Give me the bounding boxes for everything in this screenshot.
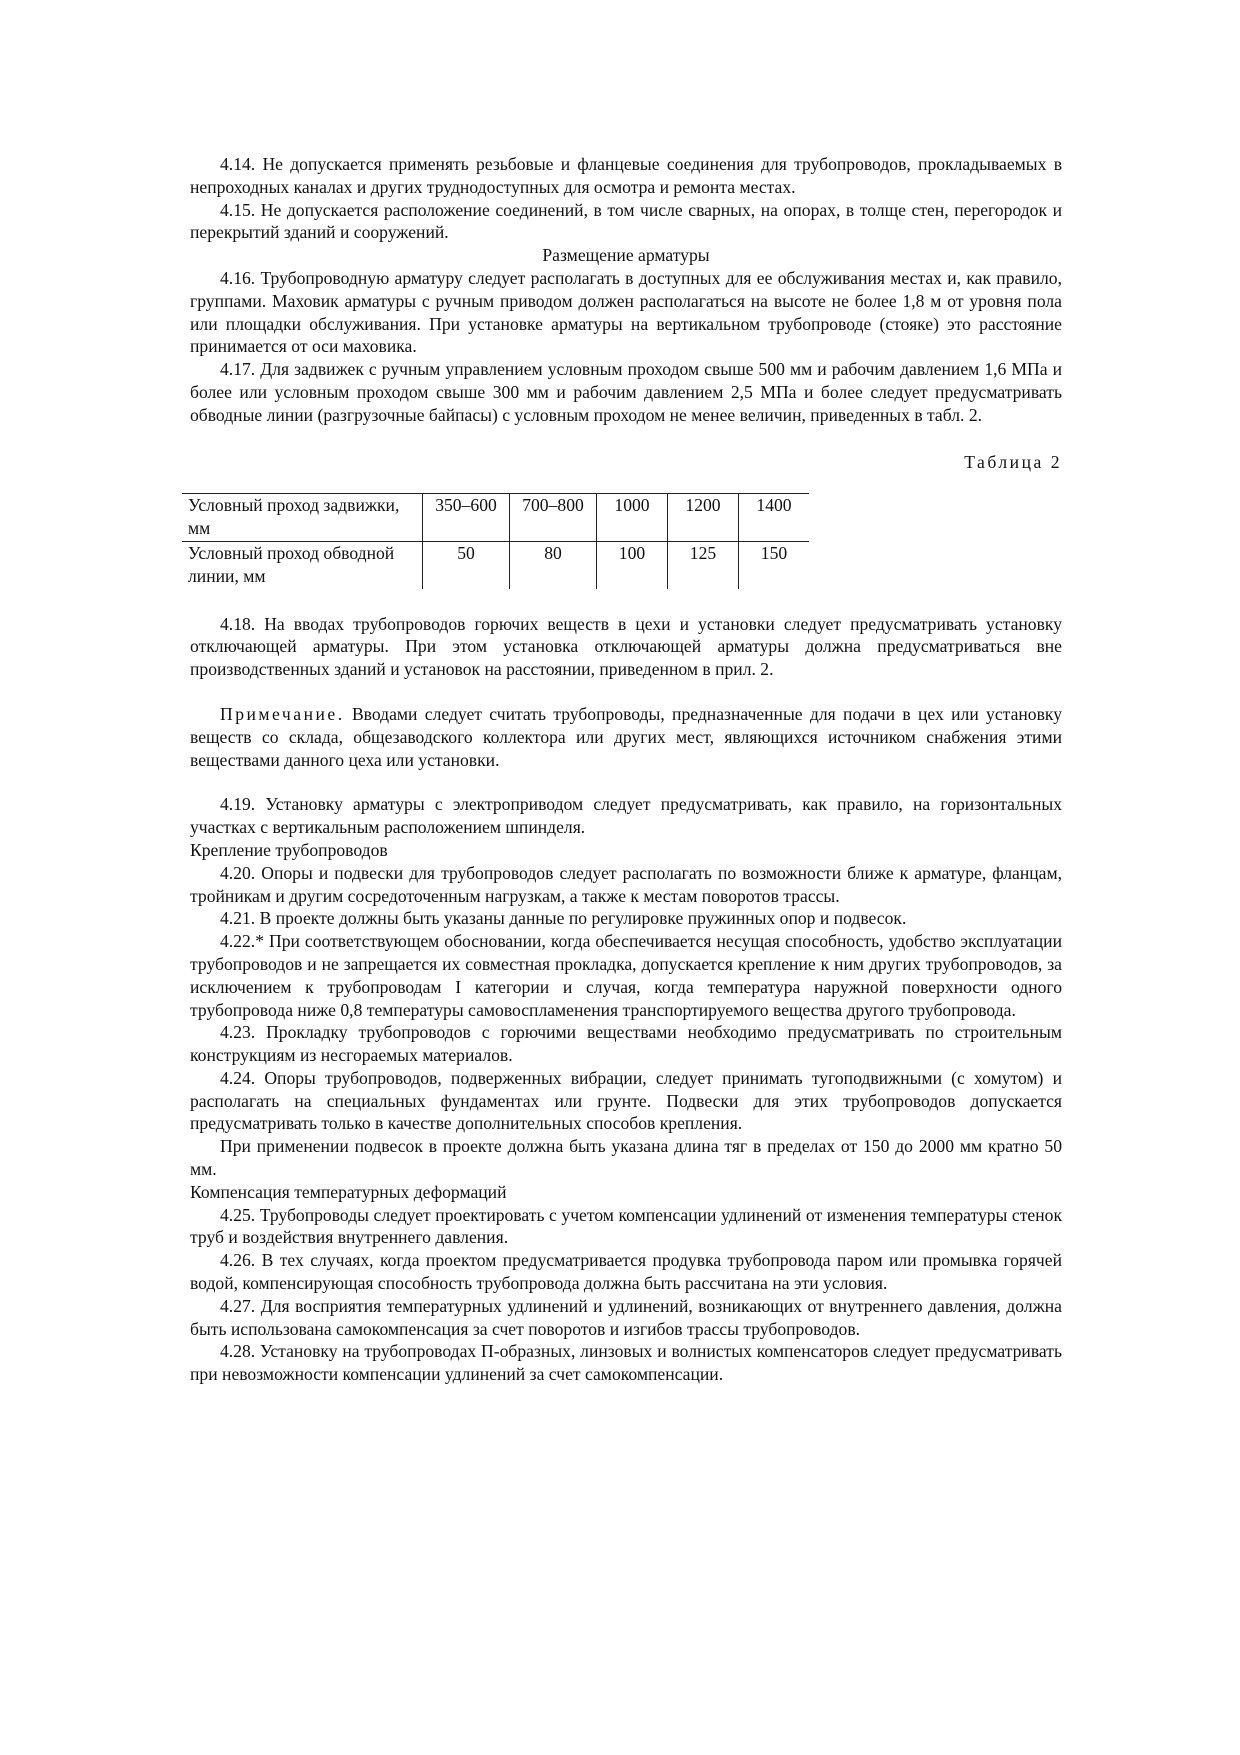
- note-paragraph: [190, 703, 1062, 771]
- paragraph-podveski: При применении подвесок в проекте должна быть указана длина тяг в пределах от 150 до 2000 мм кратно 50 мм.: [190, 1136, 1062, 1180]
- paragraph-4-18: 4.18. На вводах трубопроводов горючих веществ в цехи и установки следует предусматривать установку отключающей арматуры. При этом установка отключающей арматуры должна предусматриваться вне производственных зданий и установок на расстоянии, приведенном в прил. 2.: [190, 613, 1062, 680]
- table-cell: 1400: [739, 494, 810, 542]
- paragraph-4-15: 4.15. Не допускается расположение соединений, в том числе сварных, на опорах, в толще стен, перегородок и перекрытий зданий и сооружений.: [190, 199, 1062, 243]
- paragraph-4-16: 4.16. Трубопроводную арматуру следует располагать в доступных для ее обслуживания местах и, как правило, группами. Маховик арматуры с ручным приводом должен располагаться на высоте не более 1,8 м от уровня пола или площадки обслуживания. При установке арматуры на вертикальном трубопроводе (стояке) это расстояние принимается от оси маховика.: [190, 267, 1062, 357]
- paragraph-4-17: 4.17. Для задвижек с ручным управлением условным проходом свыше 500 мм и рабочим давлением 1,6 МПа и более или условным проходом свыше 300 мм и рабочим давлением 2,5 МПа и более следует предусматривать обводные линии (разгрузочные байпасы) с условным проходом не менее величин, приведенных в табл. 2.: [190, 359, 1062, 425]
- table-row: [182, 541, 809, 588]
- paragraph-4-22: 4.22.* При соответствующем обосновании, когда обеспечивается несущая способность, удобство эксплуатации трубопроводов и не запрещается их совместная прокладка, допускается крепление к ним других трубопроводов, за исключением к трубопроводам I категории и случая, когда температура наружной поверхности одного трубопровода ниже 0,8 температуры самовоспламенения транспортируемого вещества другого трубопровода.: [190, 931, 1062, 1020]
- paragraph-4-23: 4.23. Прокладку трубопроводов с горючими веществами необходимо предусматривать по строительным конструкциям из несгораемых материалов.: [190, 1022, 1062, 1066]
- paragraph-4-20: 4.20. Опоры и подвески для трубопроводов следует располагать по возможности ближе к арматуре, фланцам, тройникам и другим сосредоточенным нагрузкам, а также к местам поворотов трассы.: [190, 862, 1062, 906]
- note-text: Вводами следует считать трубопроводы, предназначенные для подачи в цех или установку веществ со склада, общезаводского коллектора или других мест, являющихся источником снабжения этими веществами данного цеха или установки.: [190, 703, 1062, 770]
- section-heading-kreplenie: Крепление трубопроводов: [190, 839, 388, 860]
- table-cell: 50: [423, 541, 510, 588]
- spacer: [190, 771, 1062, 793]
- table-cell: 1200: [668, 494, 739, 542]
- table-row-label: Условный проход обводной линии, мм: [188, 542, 395, 586]
- table-cell: 1000: [597, 494, 668, 542]
- table-row: [182, 494, 809, 542]
- paragraph-4-27: 4.27. Для восприятия температурных удлинений и удлинений, возникающих от внутреннего давления, должна быть использована самокомпенсация за счет поворотов и изгибов трассы трубопроводов.: [190, 1295, 1062, 1339]
- table-cell: 700–800: [510, 494, 597, 542]
- table-cell: 125: [668, 541, 739, 588]
- paragraph-4-28: 4.28. Установку на трубопроводах П-образных, линзовых и волнистых компенсаторов следует предусматривать при невозможности компенсации удлинений за счет самокомпенсации.: [190, 1341, 1062, 1385]
- table-row-label: Условный проход задвижки, мм: [182, 494, 423, 542]
- paragraph-4-21: 4.21. В проекте должны быть указаны данные по регулировке пружинных опор и подвесок.: [220, 908, 907, 929]
- section-heading-kompensaciya: Компенсация температурных деформаций: [190, 1181, 507, 1202]
- table-cell: 100: [597, 541, 668, 588]
- table-caption: Таблица 2: [964, 451, 1062, 472]
- note-label: Примечание.: [220, 703, 345, 724]
- paragraph-4-19: 4.19. Установку арматуры с электроприводом следует предусматривать, как правило, на горизонтальных участках с вертикальным расположением шпинделя.: [190, 794, 1062, 838]
- paragraph-4-24: 4.24. Опоры трубопроводов, подверженных вибрации, следует принимать тугоподвижными (с хомутом) и располагать на специальных фундаментах или грунте. Подвески для этих трубопроводов допускается предусматривать только в качестве дополнительных способов крепления.: [190, 1067, 1062, 1134]
- section-heading-armatura: Размещение арматуры: [542, 245, 710, 266]
- paragraph-4-25: 4.25. Трубопроводы следует проектировать с учетом компенсации удлинений от изменения температуры стенок труб и воздействия внутреннего давления.: [190, 1204, 1062, 1248]
- spacer: [190, 681, 1062, 703]
- table-cell: 80: [510, 541, 597, 588]
- table-cell: 350–600: [423, 494, 510, 542]
- table-cell: 150: [739, 541, 810, 588]
- table-2: [182, 493, 809, 588]
- paragraph-4-14: 4.14. Не допускается применять резьбовые и фланцевые соединения для трубопроводов, прокладываемых в непроходных каналах и других труднодоступных для осмотра и ремонта местах.: [190, 154, 1062, 197]
- document-page: [190, 153, 1062, 1386]
- paragraph-4-26: 4.26. В тех случаях, когда проектом предусматривается продувка трубопровода паром или промывка горячей водой, компенсирующая способность трубопровода должна быть рассчитана на эти условия.: [190, 1250, 1062, 1294]
